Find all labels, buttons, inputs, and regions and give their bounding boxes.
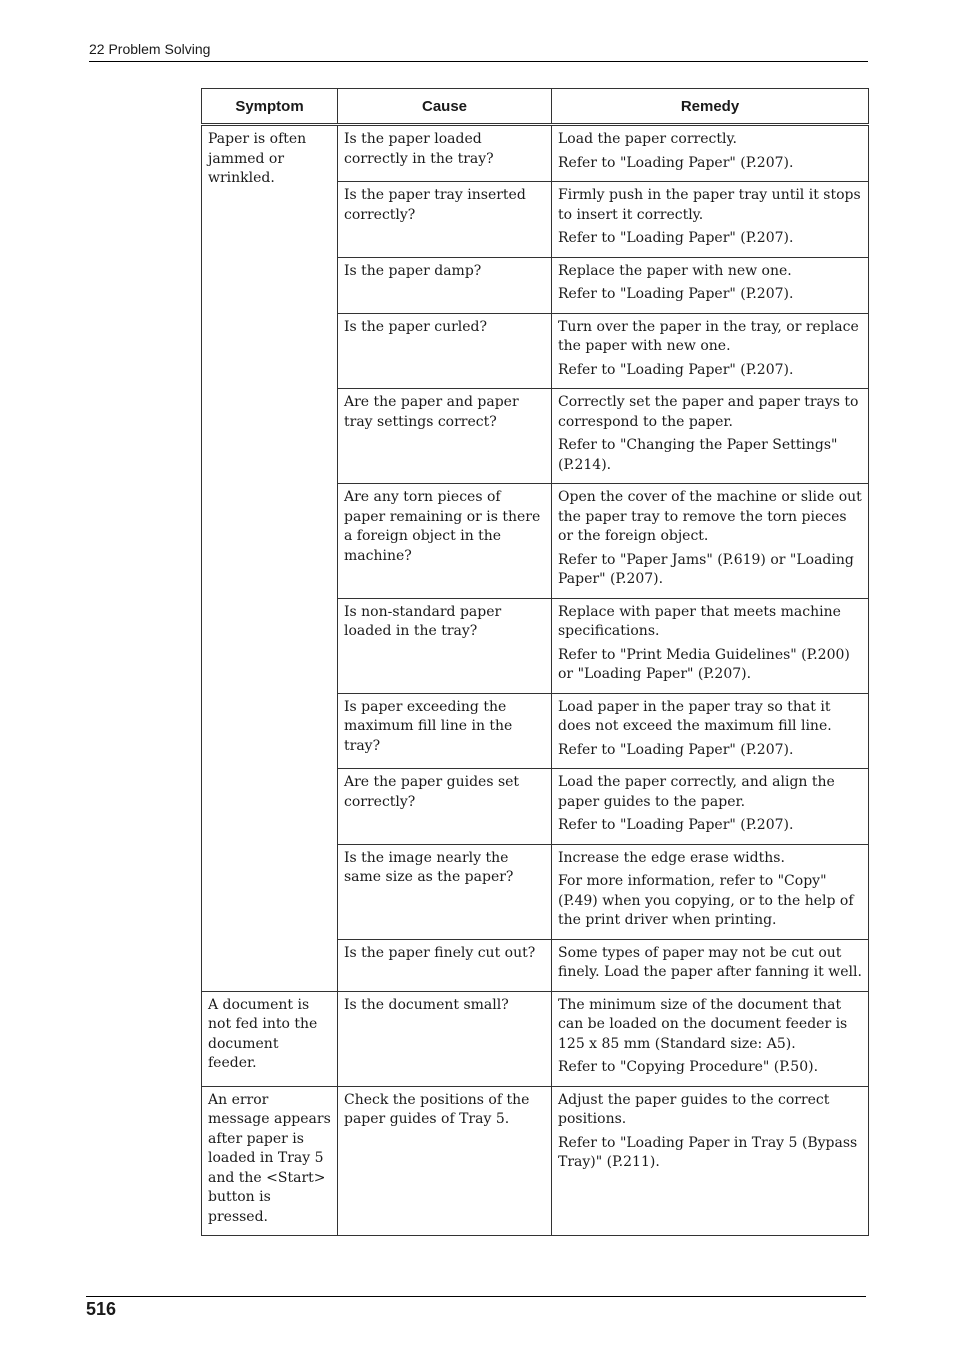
- remedy-cell: [552, 991, 869, 1086]
- remedy-cell: [552, 125, 869, 182]
- remedy-cell: [552, 389, 869, 484]
- cause-cell: Check the positions of the paper guides of Tray 5.: [338, 1086, 552, 1236]
- remedy-paragraph: For more information, refer to "Copy" (P.49) when you copying, or to the help of the print driver when printing.: [558, 873, 854, 928]
- remedy-cell: [552, 939, 869, 991]
- cause-cell: Is paper exceeding the maximum fill line in the tray?: [338, 693, 552, 769]
- troubleshooting-table: [201, 88, 869, 1236]
- symptom-cell: An error message appears after paper is loaded in Tray 5 and the <Start> button is pressed.: [202, 1086, 338, 1236]
- remedy-paragraph: Refer to "Loading Paper" (P.207).: [558, 741, 794, 758]
- page-number: 516: [86, 1296, 866, 1320]
- symptom-cell: Paper is often jammed or wrinkled.: [202, 125, 338, 992]
- cause-cell: Is the document small?: [338, 991, 552, 1086]
- remedy-paragraph: Load the paper correctly.: [558, 131, 737, 147]
- column-header-remedy: Remedy: [552, 89, 869, 125]
- remedy-paragraph: The minimum size of the document that can be loaded on the document feeder is 125 x 85 mm (Standard size: A5).: [558, 996, 848, 1052]
- remedy-cell: [552, 484, 869, 599]
- cause-cell: Is the paper tray inserted correctly?: [338, 182, 552, 258]
- remedy-paragraph: Some types of paper may not be cut out finely. Load the paper after fanning it well.: [558, 944, 862, 980]
- column-header-symptom: Symptom: [202, 89, 338, 125]
- remedy-paragraph: Firmly push in the paper tray until it stops to insert it correctly.: [558, 187, 861, 223]
- cause-cell: Are the paper guides set correctly?: [338, 769, 552, 845]
- section-header: 22 Problem Solving: [89, 41, 868, 62]
- table-row: [202, 1086, 869, 1236]
- remedy-paragraph: Refer to "Print Media Guidelines" (P.200) or "Loading Paper" (P.207).: [558, 646, 850, 682]
- cause-cell: Is the paper damp?: [338, 257, 552, 313]
- remedy-paragraph: Refer to "Loading Paper" (P.207).: [558, 154, 794, 171]
- remedy-paragraph: Refer to "Loading Paper" (P.207).: [558, 230, 794, 246]
- remedy-paragraph: Increase the edge erase widths.: [558, 849, 785, 866]
- remedy-cell: [552, 844, 869, 939]
- remedy-paragraph: Refer to "Changing the Paper Settings" (P.214).: [558, 437, 838, 473]
- remedy-paragraph: Refer to "Loading Paper" (P.207).: [558, 361, 794, 378]
- remedy-paragraph: Load the paper correctly, and align the paper guides to the paper.: [558, 774, 835, 810]
- remedy-cell: [552, 769, 869, 845]
- remedy-cell: [552, 693, 869, 769]
- remedy-paragraph: Replace the paper with new one.: [558, 262, 792, 279]
- remedy-paragraph: Correctly set the paper and paper trays to correspond to the paper.: [558, 394, 859, 430]
- remedy-cell: [552, 257, 869, 313]
- remedy-cell: [552, 1086, 869, 1236]
- table-header-row: [202, 89, 869, 125]
- cause-cell: Are any torn pieces of paper remaining or is there a foreign object in the machine?: [338, 484, 552, 599]
- table-row: [202, 991, 869, 1086]
- remedy-paragraph: Refer to "Loading Paper" (P.207).: [558, 286, 794, 302]
- cause-cell: Is non-standard paper loaded in the tray?: [338, 598, 552, 693]
- cause-cell: Is the paper loaded correctly in the tray?: [338, 125, 552, 182]
- remedy-paragraph: Turn over the paper in the tray, or replace the paper with new one.: [558, 318, 859, 354]
- remedy-cell: [552, 313, 869, 389]
- cause-cell: Is the image nearly the same size as the paper?: [338, 844, 552, 939]
- remedy-paragraph: Open the cover of the machine or slide out the paper tray to remove the torn pieces or the foreign object.: [558, 489, 862, 544]
- remedy-paragraph: Refer to "Loading Paper" (P.207).: [558, 817, 794, 833]
- remedy-paragraph: Adjust the paper guides to the correct positions.: [558, 1091, 830, 1127]
- remedy-paragraph: Refer to "Copying Procedure" (P.50).: [558, 1059, 819, 1075]
- remedy-paragraph: Replace with paper that meets machine specifications.: [558, 603, 841, 639]
- remedy-paragraph: Refer to "Paper Jams" (P.619) or "Loading Paper" (P.207).: [558, 551, 854, 587]
- table-row: [202, 125, 869, 182]
- remedy-paragraph: Refer to "Loading Paper in Tray 5 (Bypass Tray)" (P.211).: [558, 1134, 858, 1170]
- table-body: [202, 125, 869, 1236]
- column-header-cause: Cause: [338, 89, 552, 125]
- cause-cell: Are the paper and paper tray settings correct?: [338, 389, 552, 484]
- remedy-paragraph: Load paper in the paper tray so that it does not exceed the maximum fill line.: [558, 698, 832, 734]
- symptom-cell: A document is not fed into the document feeder.: [202, 991, 338, 1086]
- remedy-cell: [552, 182, 869, 258]
- remedy-cell: [552, 598, 869, 693]
- cause-cell: Is the paper curled?: [338, 313, 552, 389]
- cause-cell: Is the paper finely cut out?: [338, 939, 552, 991]
